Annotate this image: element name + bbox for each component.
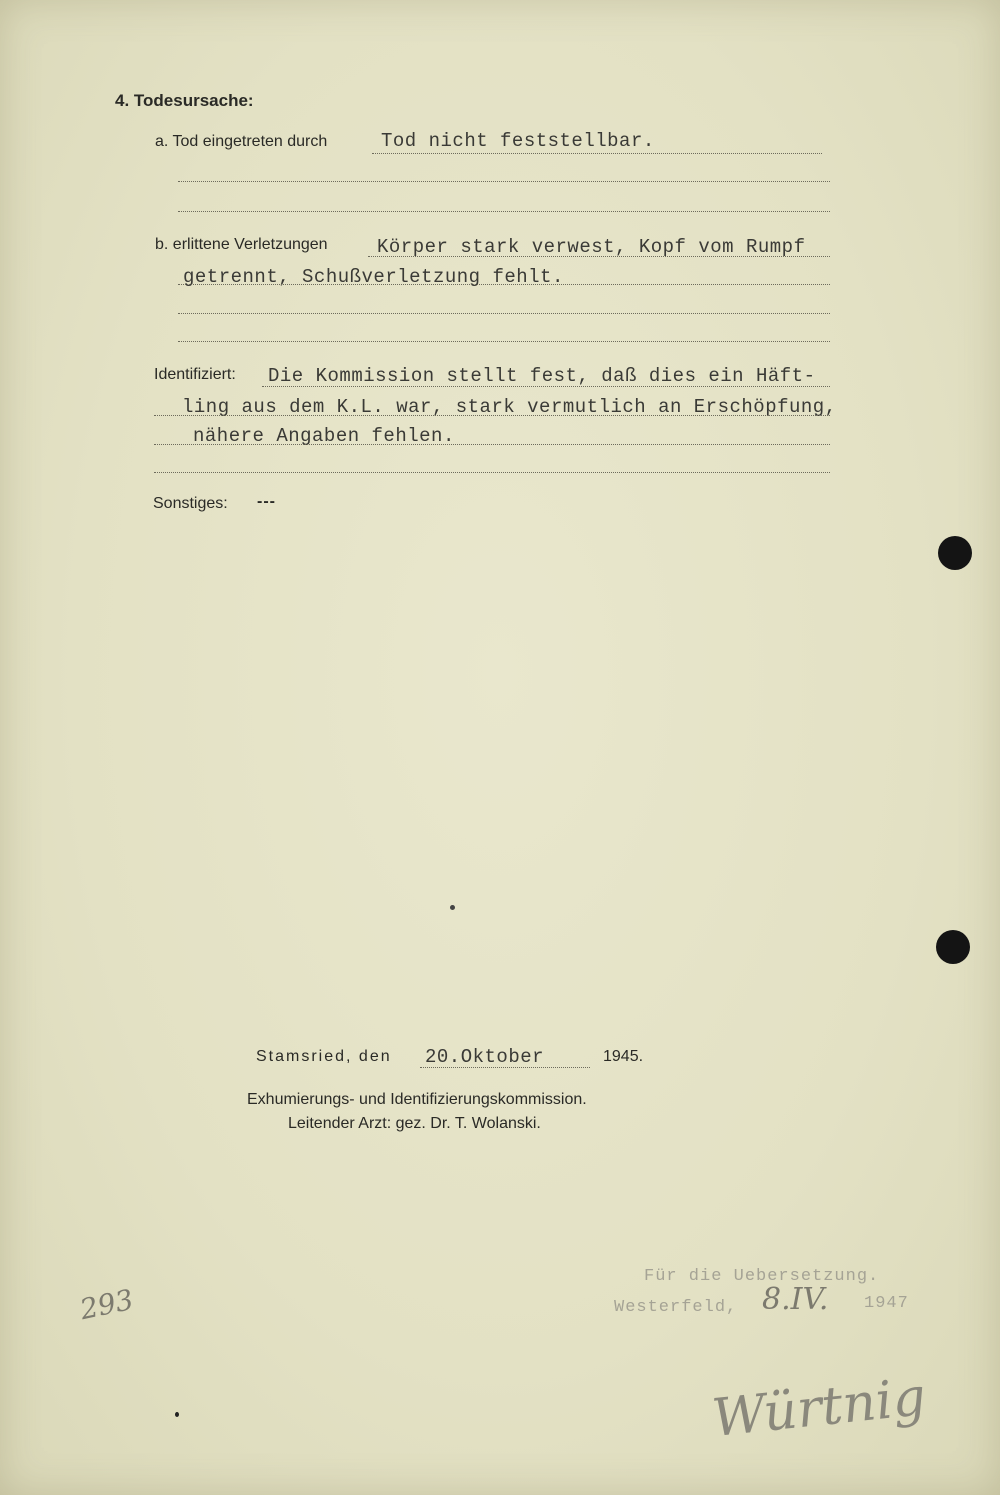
other-value: --- (257, 493, 276, 510)
cause-value: Tod nicht feststellbar. (381, 130, 655, 152)
dotted-line (372, 153, 822, 154)
punch-hole (936, 930, 970, 964)
dotted-line (178, 181, 830, 182)
translation-stamp-date: 8.IV. (762, 1282, 829, 1317)
dotted-line (262, 386, 830, 387)
ink-speck (450, 905, 455, 910)
lead-doctor: Leitender Arzt: gez. Dr. T. Wolanski. (288, 1115, 541, 1132)
ink-speck (175, 1412, 179, 1417)
place-text: Stamsried, den (256, 1048, 392, 1065)
translation-stamp-place: Westerfeld, (614, 1298, 738, 1317)
dotted-line (178, 313, 830, 314)
injuries-label: b. erlittene Verletzungen (155, 236, 328, 253)
translation-stamp-year: 1947 (864, 1294, 909, 1313)
translation-stamp-line-1: Für die Uebersetzung. (644, 1267, 880, 1286)
date-typed: 20.Oktober (425, 1046, 545, 1068)
signature: Würtnig (709, 1366, 929, 1450)
dotted-line (154, 472, 830, 473)
other-label: Sonstiges: (153, 495, 228, 512)
dotted-line (178, 211, 830, 212)
commission-name: Exhumierungs- und Identifizierungskommission. (247, 1091, 587, 1108)
page-number-handwritten: 293 (77, 1282, 137, 1327)
dotted-line (154, 415, 830, 416)
dotted-line (368, 256, 830, 257)
identified-line-2: ling aus dem K.L. war, stark vermutlich an Erschöpfung, (182, 396, 837, 418)
dotted-line (420, 1067, 590, 1068)
punch-hole (938, 536, 972, 570)
injuries-line-2: getrennt, Schußverletzung fehlt. (183, 266, 564, 288)
injuries-line-1: Körper stark verwest, Kopf vom Rumpf (377, 236, 806, 258)
identified-line-1: Die Kommission stellt fest, daß dies ein Häft- (268, 365, 816, 387)
identified-line-3: nähere Angaben fehlen. (193, 425, 455, 447)
dotted-line (178, 341, 830, 342)
dotted-line (154, 444, 830, 445)
dotted-line (178, 284, 830, 285)
cause-label: a. Tod eingetreten durch (155, 133, 328, 150)
identified-label: Identifiziert: (154, 366, 236, 383)
section-heading: 4. Todesursache: (115, 91, 254, 110)
year-text: 1945. (603, 1048, 644, 1065)
